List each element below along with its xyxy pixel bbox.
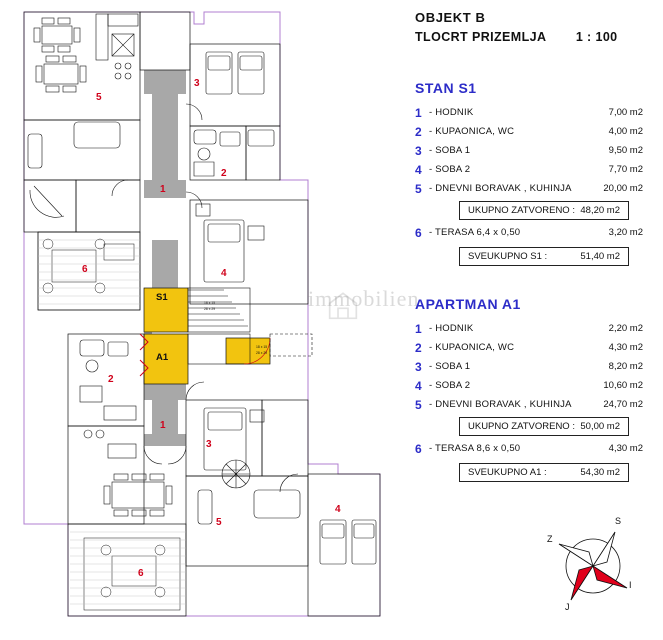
room-name: - DNEVNI BORAVAK , KUHINJA xyxy=(429,399,572,410)
room-label-lower-4: 4 xyxy=(335,504,341,515)
room-num: 4 xyxy=(415,378,422,393)
room-label-upper-1: 1 xyxy=(160,184,166,195)
unit-title-a1: APARTMAN A1 xyxy=(415,296,521,312)
watermark-text: immobilien xyxy=(308,286,420,311)
room-name: - TERASA 6,4 x 0,50 xyxy=(429,227,521,238)
room-num: 2 xyxy=(415,124,422,139)
room-num: 2 xyxy=(415,340,422,355)
room-label-upper-3: 3 xyxy=(194,78,200,89)
room-num: 6 xyxy=(415,441,422,456)
room-area: 4,30 m2 xyxy=(608,342,643,353)
room-num: 6 xyxy=(415,225,422,240)
closed-area-label: UKUPNO ZATVORENO : xyxy=(468,205,575,216)
object-title: OBJEKT B xyxy=(415,10,486,25)
compass-east-label: I xyxy=(629,580,632,590)
floorplan-svg xyxy=(8,4,408,634)
stair-note-1: 18 x 15 xyxy=(204,301,216,305)
room-area: 9,50 m2 xyxy=(608,145,643,156)
room-label-lower-2: 2 xyxy=(108,374,114,385)
room-name: - HODNIK xyxy=(429,323,474,334)
room-area: 4,30 m2 xyxy=(608,443,643,454)
total-area-box-a1 xyxy=(459,463,629,482)
table-row xyxy=(415,103,643,122)
plan-tag-s1: S1 xyxy=(156,292,168,303)
table-row xyxy=(415,338,643,357)
room-label-lower-5: 5 xyxy=(216,517,222,528)
stair-note-2: 28 x 29 xyxy=(204,307,216,311)
total-area-box-s1 xyxy=(459,247,629,266)
closed-area-box-a1 xyxy=(459,417,629,436)
total-area-label: SVEUKUPNO S1 : xyxy=(468,251,548,262)
drawing-title: TLOCRT PRIZEMLJA xyxy=(415,30,546,44)
compass-icon xyxy=(545,518,641,614)
total-area-value: 51,40 m2 xyxy=(580,251,620,262)
room-num: 5 xyxy=(415,397,422,412)
table-row xyxy=(415,395,643,414)
drawing-scale: 1 : 100 xyxy=(575,30,618,44)
table-row xyxy=(415,122,643,141)
table-row xyxy=(415,319,643,338)
room-label-lower-6: 6 xyxy=(138,568,144,579)
unit-title-s1: STAN S1 xyxy=(415,80,477,96)
table-row xyxy=(415,160,643,179)
unit-room-table-s1 xyxy=(415,103,643,198)
room-num: 3 xyxy=(415,143,422,158)
closed-area-label: UKUPNO ZATVORENO : xyxy=(468,421,575,432)
closed-area-box-s1 xyxy=(459,201,629,220)
closed-area-value: 48,20 m2 xyxy=(580,205,620,216)
room-area: 3,20 m2 xyxy=(608,227,643,238)
room-num: 3 xyxy=(415,359,422,374)
room-area: 7,00 m2 xyxy=(608,107,643,118)
stair-note-4: 28 x 29 xyxy=(256,351,268,355)
room-area: 2,20 m2 xyxy=(608,323,643,334)
room-area: 20,00 m2 xyxy=(603,183,643,194)
plan-tag-a1: A1 xyxy=(156,352,169,363)
unit-terrace-table-a1 xyxy=(415,439,643,458)
room-label-upper-6: 6 xyxy=(82,264,88,275)
room-name: - SOBA 2 xyxy=(429,380,471,391)
unit-block-s1 xyxy=(415,80,660,269)
table-row xyxy=(415,439,643,458)
room-num: 1 xyxy=(415,321,422,336)
room-name: - SOBA 1 xyxy=(429,361,471,372)
room-name: - HODNIK xyxy=(429,107,474,118)
room-num: 4 xyxy=(415,162,422,177)
room-name: - SOBA 1 xyxy=(429,145,471,156)
table-row xyxy=(415,376,643,395)
compass-north-label: S xyxy=(615,516,622,526)
room-label-lower-1: 1 xyxy=(160,420,166,431)
stair-note-3: 18 x 15 xyxy=(256,345,268,349)
room-name: - KUPAONICA, WC xyxy=(429,342,515,353)
total-area-value: 54,30 m2 xyxy=(580,467,620,478)
compass-south-label: J xyxy=(565,602,570,612)
room-area: 24,70 m2 xyxy=(603,399,643,410)
floorplan-drawing xyxy=(8,4,420,634)
room-area: 10,60 m2 xyxy=(603,380,643,391)
room-name: - DNEVNI BORAVAK , KUHINJA xyxy=(429,183,572,194)
room-label-upper-2: 2 xyxy=(221,168,227,179)
drawing-header xyxy=(415,10,660,44)
table-row xyxy=(415,179,643,198)
room-area: 8,20 m2 xyxy=(608,361,643,372)
unit-block-a1 xyxy=(415,296,660,485)
table-row xyxy=(415,141,643,160)
table-row xyxy=(415,357,643,376)
room-name: - SOBA 2 xyxy=(429,164,471,175)
room-area: 4,00 m2 xyxy=(608,126,643,137)
total-area-label: SVEUKUPNO A1 : xyxy=(468,467,547,478)
room-label-lower-3: 3 xyxy=(206,439,212,450)
table-row xyxy=(415,223,643,242)
room-num: 1 xyxy=(415,105,422,120)
unit-room-table-a1 xyxy=(415,319,643,414)
room-name: - TERASA 8,6 x 0,50 xyxy=(429,443,521,454)
compass-west-label: Z xyxy=(547,534,553,544)
closed-area-value: 50,00 m2 xyxy=(580,421,620,432)
room-name: - KUPAONICA, WC xyxy=(429,126,515,137)
room-label-upper-5: 5 xyxy=(96,92,102,103)
unit-terrace-table-s1 xyxy=(415,223,643,242)
room-label-upper-4: 4 xyxy=(221,268,227,279)
room-num: 5 xyxy=(415,181,422,196)
room-area: 7,70 m2 xyxy=(608,164,643,175)
compass-rose xyxy=(545,518,641,614)
